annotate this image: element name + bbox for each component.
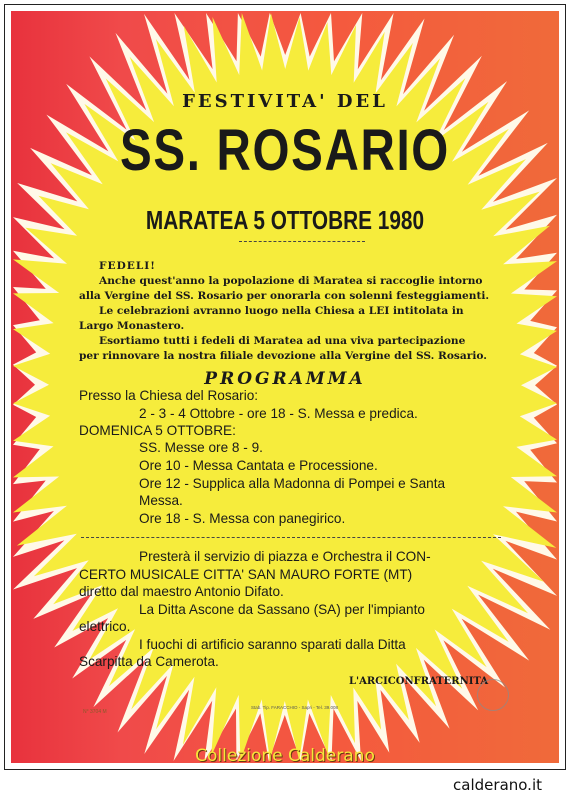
stamp-seal — [477, 679, 509, 711]
poster-code: N° 3704 M — [83, 709, 107, 715]
programma-line: Ore 10 - Messa Cantata e Processione. — [139, 458, 378, 473]
servizi-line: Presterà il servizio di piazza e Orchestra il CON- — [139, 549, 431, 564]
intro-line: FEDELI! — [99, 260, 156, 272]
intro-line: Le celebrazioni avranno luogo nella Chiesa a LEI intitolata in — [99, 305, 464, 317]
servizi-line: I fuochi di artificio saranno sparati dalla Ditta — [139, 637, 406, 652]
programma-line: Ore 12 - Supplica alla Madonna di Pompei e Santa — [139, 476, 446, 491]
signature: L'ARCICONFRATERNITA — [349, 676, 489, 687]
collection-watermark: Collezione Calderano — [195, 746, 375, 763]
heading-date: MARATEA 5 OTTOBRE 1980 — [145, 205, 425, 235]
programma-line: Messa. — [139, 493, 183, 508]
heading-title: SS. ROSARIO — [120, 118, 450, 183]
servizi-line: elettrico. — [79, 619, 131, 634]
programma-line: DOMENICA 5 OTTOBRE: — [79, 423, 236, 438]
poster — [11, 11, 559, 763]
intro-line: per rinnovare la nostra filiale devozione alla Vergine del SS. Rosario. — [79, 350, 487, 362]
printer-line: Stab. Tip. FARACCHIO - Sapri - Tel. 39.008 — [251, 705, 338, 710]
intro-line: Esortiamo tutti i fedeli di Maratea ad una viva partecipazione — [99, 335, 466, 347]
site-caption: calderano.it — [453, 776, 542, 794]
programma-line: Ore 18 - S. Messa con panegirico. — [139, 511, 346, 526]
programma-line: SS. Messe ore 8 - 9. — [139, 440, 263, 455]
date-underline — [239, 241, 365, 242]
servizi-line: Scarpitta da Camerota. — [79, 654, 219, 669]
section-divider — [81, 537, 501, 538]
intro-line: Largo Monastero. — [79, 320, 185, 332]
poster-photo-frame — [4, 4, 566, 770]
servizi-line: La Ditta Ascone da Sassano (SA) per l'impianto — [139, 602, 425, 617]
servizi-line: CERTO MUSICALE CITTA' SAN MAURO FORTE (MT) — [79, 567, 413, 582]
heading-festivita: FESTIVITA' DEL — [182, 91, 388, 112]
programma-title: PROGRAMMA — [204, 369, 366, 389]
intro-line: Anche quest'anno la popolazione di Maratea si raccoglie intorno — [99, 275, 483, 287]
intro-line: alla Vergine del SS. Rosario per onorarla con solenni festeggiamenti. — [79, 290, 490, 302]
programma-line: 2 - 3 - 4 Ottobre - ore 18 - S. Messa e predica. — [139, 406, 418, 421]
servizi-line: diretto dal maestro Antonio Difato. — [79, 584, 284, 599]
programma-line: Presso la Chiesa del Rosario: — [79, 388, 259, 403]
